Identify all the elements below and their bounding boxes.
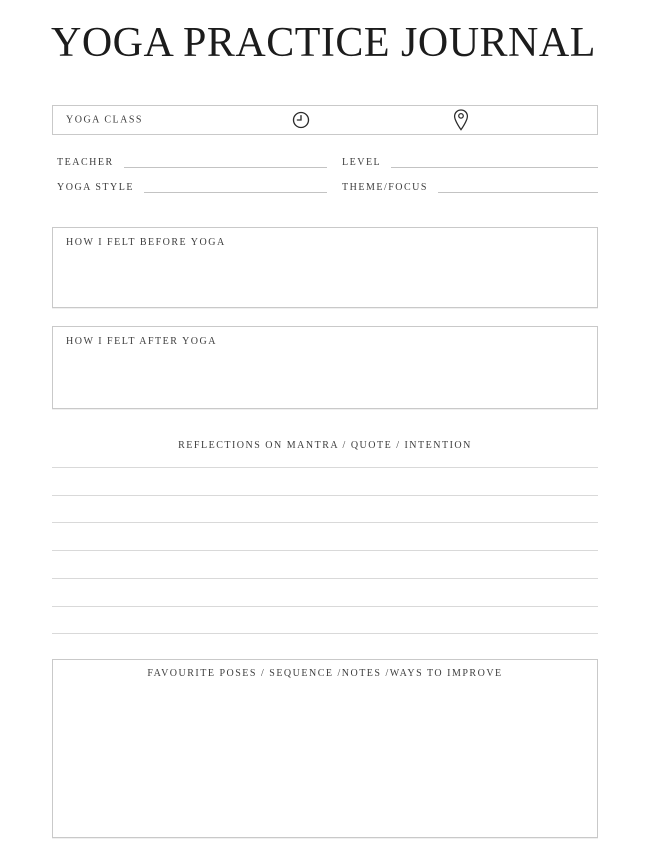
ruled-line[interactable] (52, 495, 598, 496)
yoga-style-input-line[interactable] (144, 178, 327, 193)
field-level (342, 152, 598, 168)
ruled-line[interactable] (52, 522, 598, 523)
yoga-class-label: YOGA CLASS (66, 114, 143, 126)
field-yoga-style (57, 177, 327, 193)
yoga-style-label: YOGA STYLE (57, 182, 134, 193)
clock-icon (292, 111, 310, 129)
before-yoga-textarea[interactable] (52, 227, 598, 308)
level-label: LEVEL (342, 157, 382, 168)
ruled-line[interactable] (52, 606, 598, 607)
ruled-line[interactable] (52, 633, 598, 634)
field-theme-focus (342, 177, 598, 193)
teacher-input-line[interactable] (124, 153, 327, 168)
ruled-line[interactable] (52, 550, 598, 551)
reflections-ruled-area[interactable] (52, 467, 598, 635)
reflections-heading: REFLECTIONS ON MANTRA / QUOTE / INTENTION (178, 440, 472, 451)
field-teacher (57, 152, 327, 168)
after-yoga-label: HOW I FELT AFTER YOGA (66, 336, 217, 347)
ruled-line[interactable] (52, 578, 598, 579)
before-yoga-label: HOW I FELT BEFORE YOGA (66, 237, 226, 248)
theme-focus-input-line[interactable] (438, 178, 598, 193)
level-input-line[interactable] (391, 153, 598, 168)
favourite-poses-textarea[interactable] (52, 659, 598, 838)
yoga-class-field[interactable] (52, 105, 598, 135)
location-pin-icon (453, 108, 469, 132)
theme-focus-label: THEME/FOCUS (342, 182, 428, 193)
favourite-poses-heading: FAVOURITE POSES / SEQUENCE /NOTES /WAYS TO IMPROVE (147, 668, 503, 679)
after-yoga-textarea[interactable] (52, 326, 598, 409)
page-title: YOGA PRACTICE JOURNAL (51, 20, 596, 66)
teacher-label: TEACHER (57, 157, 114, 168)
ruled-line[interactable] (52, 467, 598, 468)
